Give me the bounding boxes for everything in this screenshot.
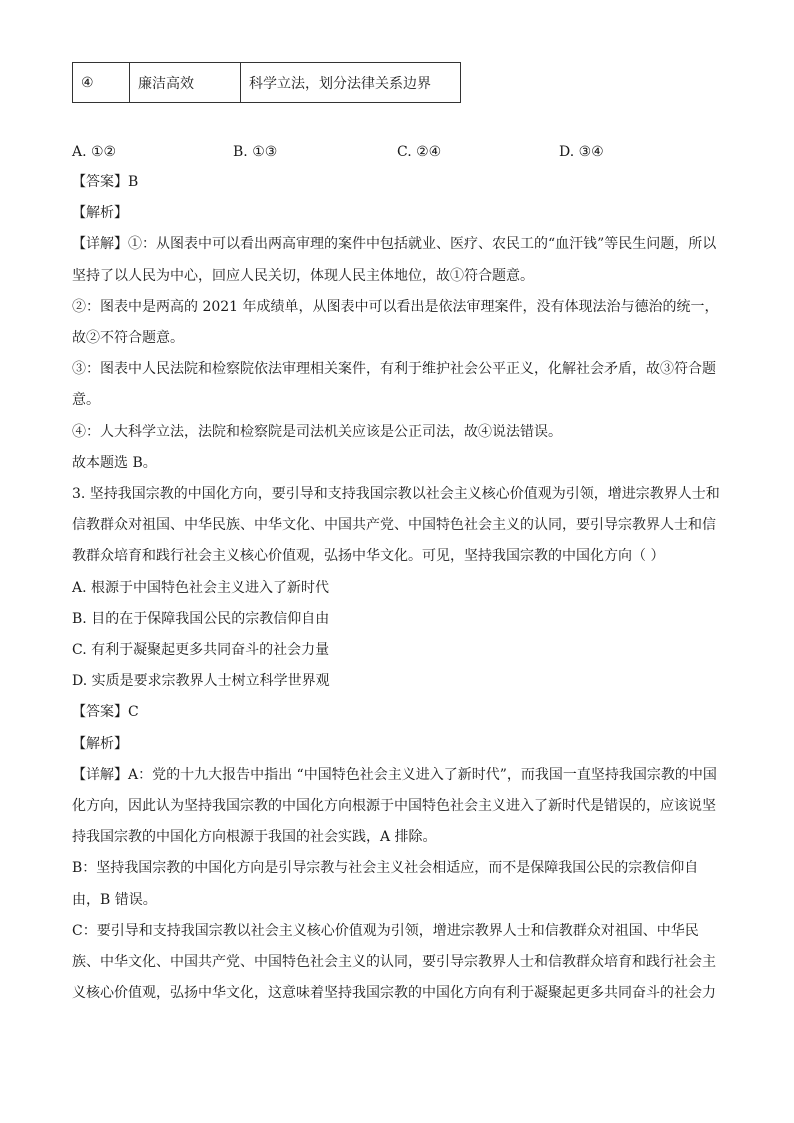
q2-answer: 【答案】B: [72, 174, 139, 190]
row-number-cell: ④: [73, 63, 130, 103]
q3-detail-line: C：要引导和支持我国宗教以社会主义核心价值观为引领，增进宗教界人士和信教群众对祖国、中华民: [72, 923, 699, 939]
row-name-cell: 廉洁高效: [130, 63, 241, 103]
q2-detail-line: ④：人大科学立法，法院和检察院是司法机关应该是公正司法，故④说法错误。: [72, 424, 562, 440]
q2-detail-line: 意。: [72, 392, 100, 408]
q2-option-c: C. ②④: [397, 144, 442, 160]
q2-detail-line: 坚持了以人民为中心，回应人民关切，体现人民主体地位，故①符合题意。: [72, 268, 534, 284]
q3-analysis-heading: 【解析】: [72, 736, 128, 752]
q2-analysis-heading: 【解析】: [72, 205, 128, 221]
q2-option-b: B. ①③: [233, 144, 278, 160]
q3-detail-line: 持我国宗教的中国化方向根源于我国的社会实践，A 排除。: [72, 829, 437, 845]
q3-detail-line: 由，B 错误。: [72, 892, 157, 908]
q3-detail-line: 义核心价值观，弘扬中华文化，这意味着坚持我国宗教的中国化方向有利于凝聚起更多共同奋斗的社会力: [72, 985, 716, 1001]
q3-stem-line: 3. 坚持我国宗教的中国化方向，要引导和支持我国宗教以社会主义核心价值观为引领，增进宗教界人士和: [72, 486, 720, 502]
row-description-cell: 科学立法，划分法律关系边界: [241, 63, 461, 103]
table-row: [73, 63, 461, 103]
q2-detail-line: ②：图表中是两高的 2021 年成绩单，从图表中可以看出是依法审理案件，没有体现法治与德治的统一，: [72, 299, 719, 315]
q2-conclusion: 故本题选 B。: [72, 455, 157, 471]
q2-detail-line: 【详解】①：从图表中可以看出两高审理的案件中包括就业、医疗、农民工的“血汗钱”等民生问题，所以: [72, 236, 717, 252]
q3-detail-line: B：坚持我国宗教的中国化方向是引导宗教与社会主义社会相适应，而不是保障我国公民的宗教信仰自: [72, 860, 699, 876]
q3-stem-line: 信教群众对祖国、中华民族、中华文化、中国共产党、中国特色社会主义的认同，要引导宗教界人士和信: [72, 517, 716, 533]
q3-stem-line: 教群众培育和践行社会主义核心价值观，弘扬中华文化。可见，坚持我国宗教的中国化方向（ ）: [72, 548, 665, 564]
q3-detail-line: 族、中华文化、中国共产党、中国特色社会主义的认同，要引导宗教界人士和信教群众培育和践行社会主: [72, 954, 716, 970]
q3-option-a: A. 根源于中国特色社会主义进入了新时代: [72, 580, 330, 596]
q3-detail-line: 化方向，因此认为坚持我国宗教的中国化方向根源于中国特色社会主义进入了新时代是错误的，应该说坚: [72, 798, 716, 814]
q3-option-b: B. 目的在于保障我国公民的宗教信仰自由: [72, 611, 330, 627]
q2-option-a: A. ①②: [72, 144, 117, 160]
measures-table: [72, 62, 461, 103]
q2-option-d: D. ③④: [559, 144, 604, 160]
q2-options: [72, 142, 672, 162]
q3-detail-line: 【详解】A：党的十九大报告中指出 “中国特色社会主义进入了新时代”，而我国一直坚持我国宗教的中国: [72, 767, 717, 783]
q3-answer: 【答案】C: [72, 704, 139, 720]
q2-detail-line: 故②不符合题意。: [72, 330, 184, 346]
q3-option-c: C. 有利于凝聚起更多共同奋斗的社会力量: [72, 642, 330, 658]
q3-option-d: D. 实质是要求宗教界人士树立科学世界观: [72, 673, 330, 689]
q2-detail-line: ③：图表中人民法院和检察院依法审理相关案件，有利于维护社会公平正义，化解社会矛盾，故③符合题: [72, 361, 716, 377]
